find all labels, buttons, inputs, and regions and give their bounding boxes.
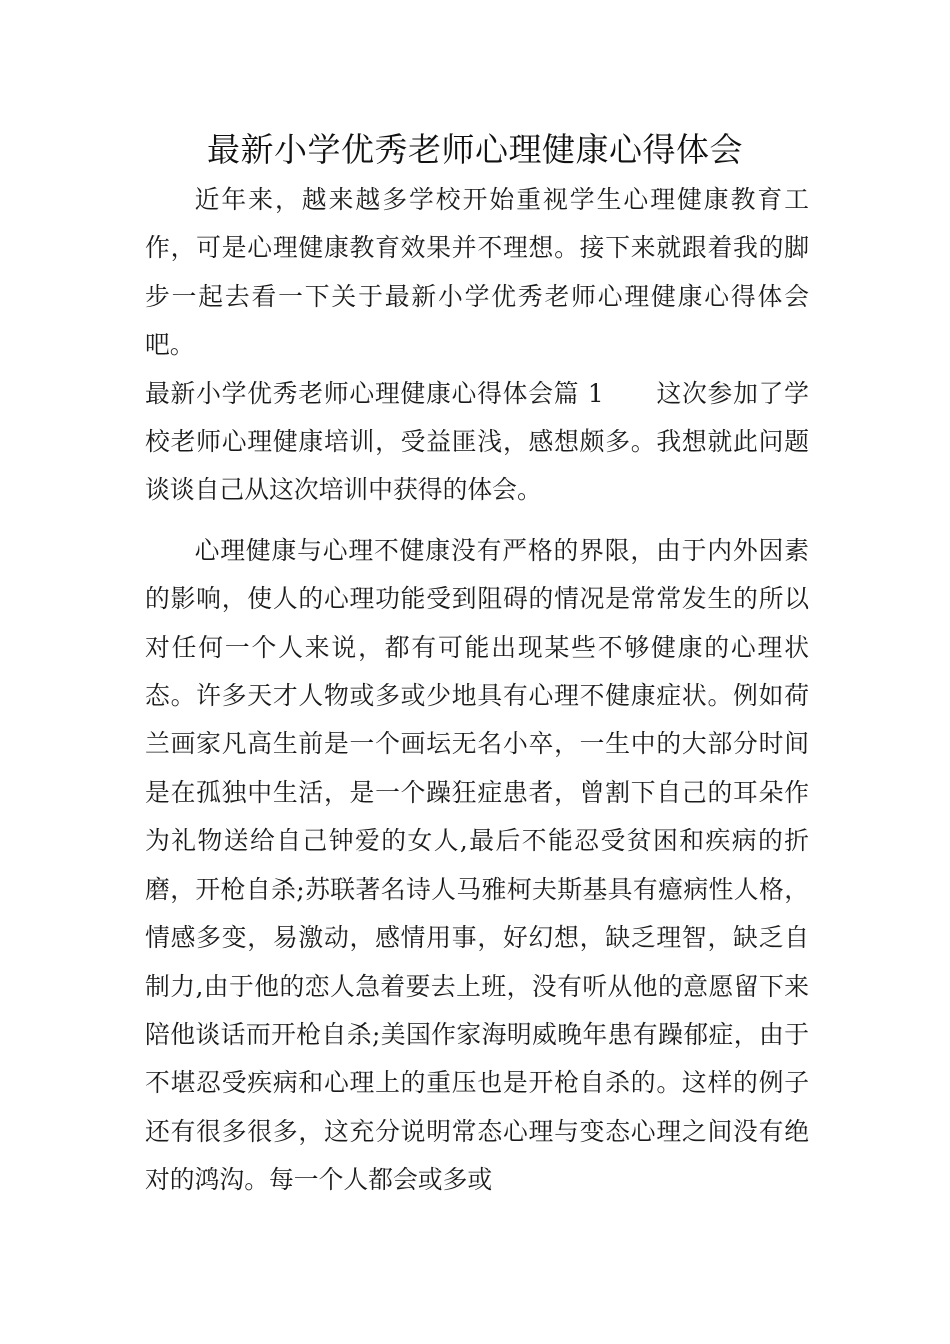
section-first-text: 这次参加了学校老师心理健康培训，受益匪浅，感想颇多。我想就此问题谈谈自己从这次培训中获得的体会。 [145, 378, 809, 505]
intro-paragraph: 近年来，越来越多学校开始重视学生心理健康教育工作，可是心理健康教育效果并不理想。接下来就跟着我的脚步一起去看一下关于最新小学优秀老师心理健康心得体会吧。 [145, 185, 809, 360]
section-paragraph [145, 370, 809, 515]
section-label: 最新小学优秀老师心理健康心得体会篇 1 [145, 378, 604, 408]
body-paragraph-2: 心理健康与心理不健康没有严格的界限，由于内外因素的影响，使人的心理功能受到阻碍的情况是常常发生的所以对任何一个人来说，都有可能出现某些不够健康的心理状态。许多天才人物或多或少地具有心理不健康症状。例如荷兰画家凡高生前是一个画坛无名小卒，一生中的大部分时间是在孤独中生活，是一个躁狂症患者，曾割下自己的耳朵作为礼物送给自己钟爱的女人,最后不能忍受贫困和疾病的折磨，开枪自杀;苏联著名诗人马雅柯夫斯基具有癔病性人格，情感多变，易激动，感情用事，好幻想，缺乏理智，缺乏自制力,由于他的恋人急着要去上班，没有听从他的意愿留下来陪他谈话而开枪自杀;美国作家海明威晚年患有躁郁症，由于不堪忍受疾病和心理上的重压也是开枪自杀的。这样的例子还有很多很多，这充分说明常态心理与变态心理之间没有绝对的鸿沟。每一个人都会或多或 [145, 535, 809, 1195]
document-title: 最新小学优秀老师心理健康心得体会 [207, 130, 743, 169]
document-body [145, 176, 809, 1205]
